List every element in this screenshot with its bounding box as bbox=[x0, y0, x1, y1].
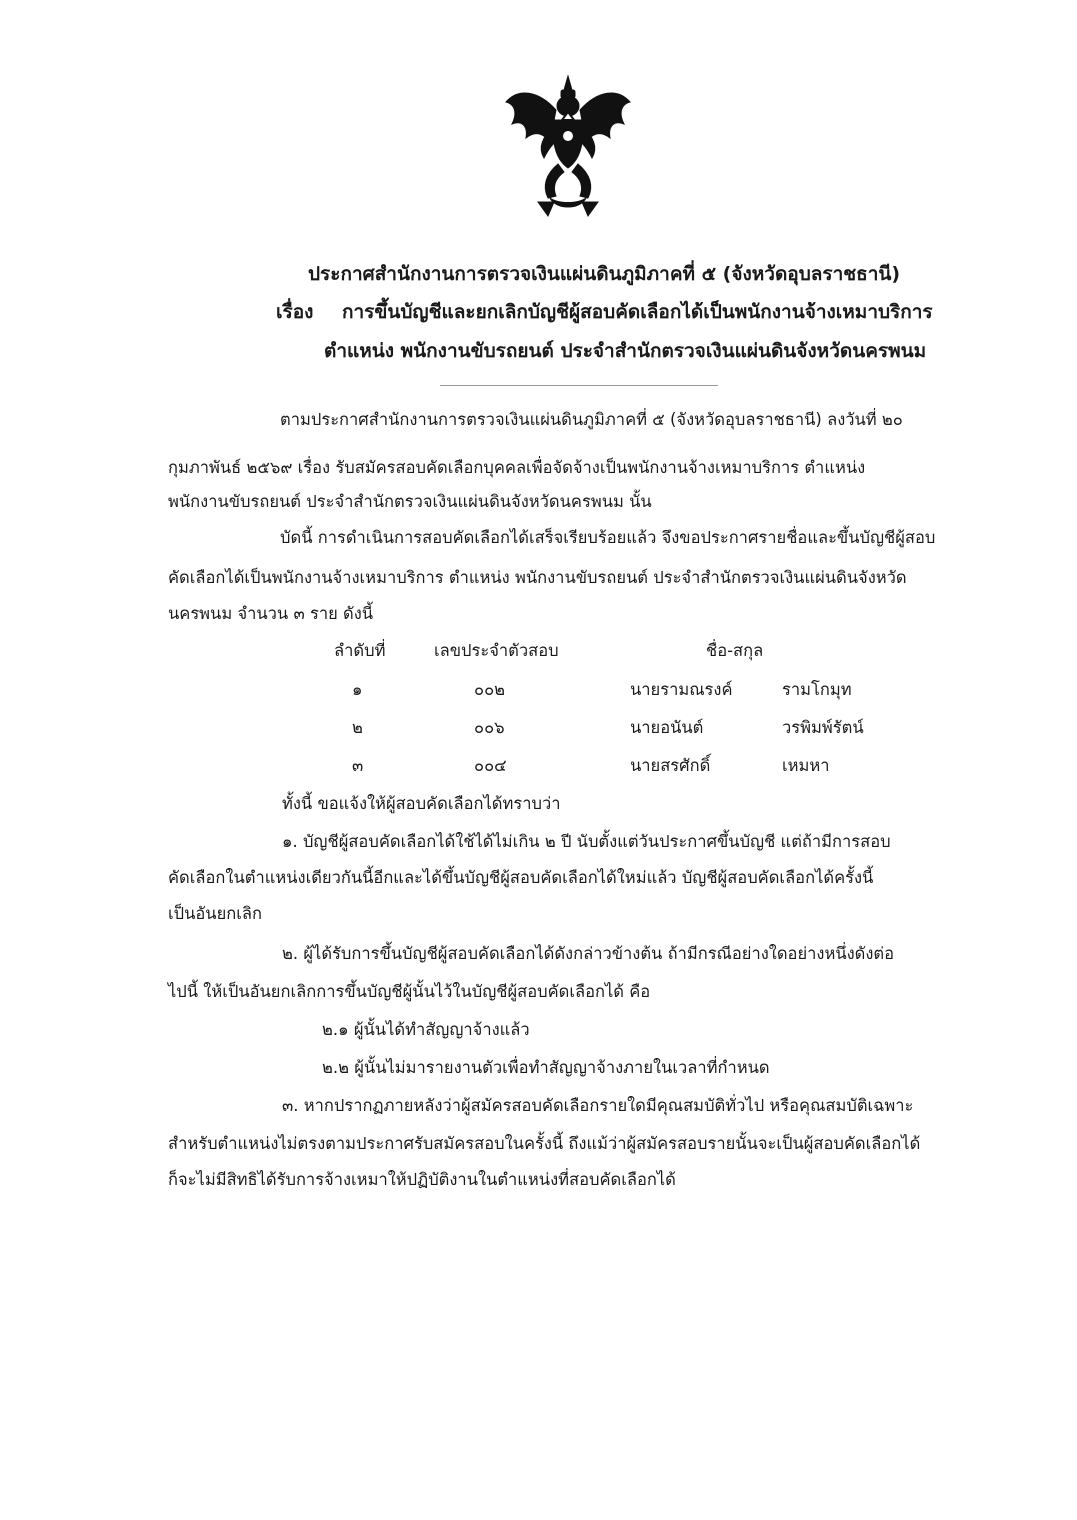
now-line-1: บัดนี้ การดำเนินการสอบคัดเลือกได้เสร็จเรียบร้อยแล้ว จึงขอประกาศรายชื่อและขึ้นบัญชีผู้สอบ bbox=[280, 528, 936, 547]
row-first-name: นายสรศักดิ์ bbox=[630, 756, 711, 775]
table-header-order: ลำดับที่ bbox=[334, 641, 386, 660]
item1-line-3: เป็นอันยกเลิก bbox=[168, 904, 262, 923]
item2-line-1: ๒. ผู้ได้รับการขึ้นบัญชีผู้สอบคัดเลือกได้ดังกล่าวข้างต้น ถ้ามีกรณีอย่างใดอย่างหนึ่งดังต่อ bbox=[282, 944, 895, 963]
notice-intro: ทั้งนี้ ขอแจ้งให้ผู้สอบคัดเลือกได้ทราบว่า bbox=[282, 794, 561, 813]
now-line-3: นครพนม จำนวน ๓ ราย ดังนี้ bbox=[168, 604, 374, 623]
row-last-name: วรพิมพ์รัตน์ bbox=[782, 718, 864, 737]
header-divider bbox=[440, 385, 718, 386]
row-order: ๒ bbox=[352, 718, 363, 737]
table-header-exam-id: เลขประจำตัวสอบ bbox=[434, 641, 559, 660]
item1-line-2: คัดเลือกในตำแหน่งเดียวกันนี้อีกและได้ขึ้นบัญชีผู้สอบคัดเลือกได้ใหม่แล้ว บัญชีผู้สอบคัดเลือกได้ครั้งนี้ bbox=[168, 868, 874, 887]
subject-line-1: การขึ้นบัญชีและยกเลิกบัญชีผู้สอบคัดเลือกได้เป็นพนักงานจ้างเหมาบริการ bbox=[342, 301, 933, 323]
subject-line-2: ตำแหน่ง พนักงานขับรถยนต์ ประจำสำนักตรวจเงินแผ่นดินจังหวัดนครพนม bbox=[324, 340, 927, 362]
row-first-name: นายอนันต์ bbox=[630, 718, 704, 737]
item3-line-1: ๓. หากปรากฏภายหลังว่าผู้สมัครสอบคัดเลือกรายใดมีคุณสมบัติทั่วไป หรือคุณสมบัติเฉพาะ bbox=[282, 1096, 914, 1115]
item3-line-2: สำหรับตำแหน่งไม่ตรงตามประกาศรับสมัครสอบในครั้งนี้ ถึงแม้ว่าผู้สมัครสอบรายนั้นจะเป็นผู้สอบคัดเลือกได้ bbox=[168, 1134, 921, 1153]
row-order: ๓ bbox=[352, 756, 364, 775]
now-line-2: คัดเลือกได้เป็นพนักงานจ้างเหมาบริการ ตำแหน่ง พนักงานขับรถยนต์ ประจำสำนักตรวจเงินแผ่นดินจังหวัด bbox=[168, 568, 907, 587]
row-last-name: เหมหา bbox=[782, 756, 830, 775]
intro-line-3: พนักงานขับรถยนต์ ประจำสำนักตรวจเงินแผ่นดินจังหวัดนครพนม นั้น bbox=[168, 492, 652, 511]
intro-line-1: ตามประกาศสำนักงานการตรวจเงินแผ่นดินภูมิภาคที่ ๕ (จังหวัดอุบลราชธานี) ลงวันที่ ๒๐ bbox=[280, 410, 903, 429]
item2-1: ๒.๑ ผู้นั้นได้ทำสัญญาจ้างแล้ว bbox=[322, 1020, 530, 1039]
item3-line-3: ก็จะไม่มีสิทธิได้รับการจ้างเหมาให้ปฏิบัติงานในตำแหน่งที่สอบคัดเลือกได้ bbox=[168, 1170, 676, 1189]
intro-line-2: กุมภาพันธ์ ๒๕๖๙ เรื่อง รับสมัครสอบคัดเลือกบุคคลเพื่อจัดจ้างเป็นพนักงานจ้างเหมาบริการ ตำแหน่ง bbox=[168, 458, 866, 477]
row-last-name: รามโกมุท bbox=[782, 680, 852, 699]
row-first-name: นายรามณรงค์ bbox=[630, 680, 733, 699]
row-exam-id: ๐๐๒ bbox=[474, 680, 506, 699]
item2-2: ๒.๒ ผู้นั้นไม่มารายงานตัวเพื่อทำสัญญาจ้างภายในเวลาที่กำหนด bbox=[322, 1058, 770, 1077]
row-exam-id: ๐๐๔ bbox=[474, 756, 507, 775]
table-header-name: ชื่อ-สกุล bbox=[706, 641, 764, 660]
row-order: ๑ bbox=[352, 680, 363, 699]
row-exam-id: ๐๐๖ bbox=[474, 718, 505, 737]
announcement-title: ประกาศสำนักงานการตรวจเงินแผ่นดินภูมิภาคที่ ๕ (จังหวัดอุบลราชธานี) bbox=[308, 263, 901, 285]
item2-line-2: ไปนี้ ให้เป็นอันยกเลิกการขึ้นบัญชีผู้นั้นไว้ในบัญชีผู้สอบคัดเลือกได้ คือ bbox=[168, 982, 651, 1001]
item1-line-1: ๑. บัญชีผู้สอบคัดเลือกได้ใช้ได้ไม่เกิน ๒ ปี นับตั้งแต่วันประกาศขึ้นบัญชี แต่ถ้ามีการสอบ bbox=[282, 832, 891, 851]
garuda-emblem-icon bbox=[498, 70, 638, 220]
subject-label: เรื่อง bbox=[276, 301, 314, 323]
